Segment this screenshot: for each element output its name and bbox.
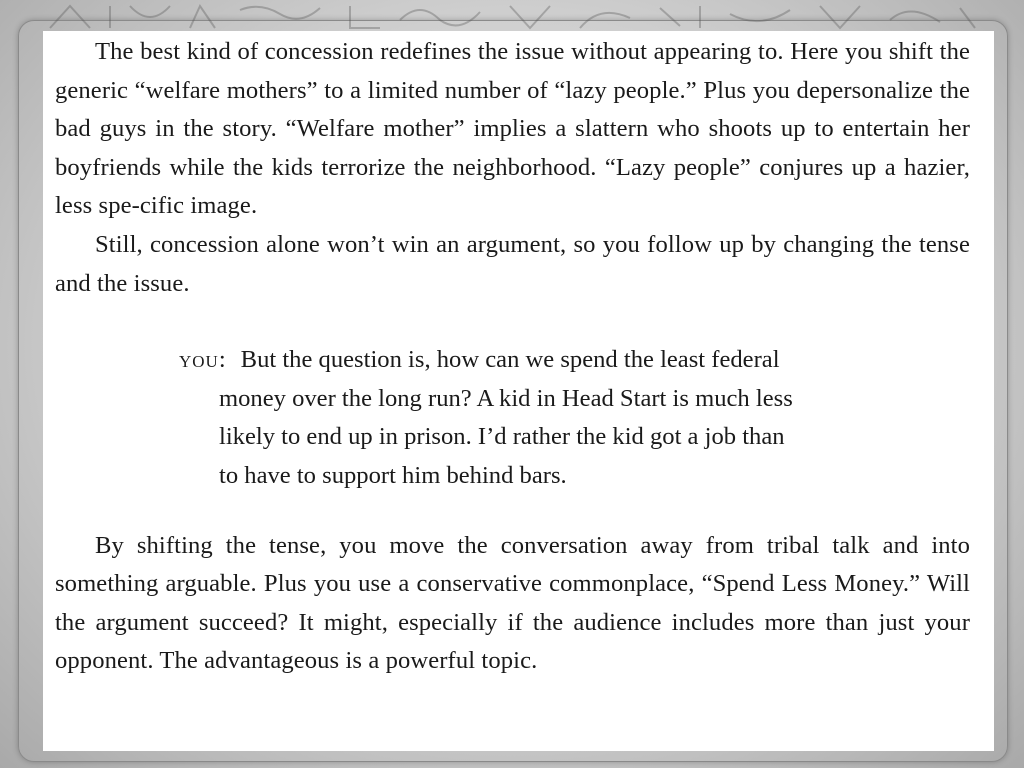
quote-text: But the question is, how can we spend the least federal bbox=[240, 346, 780, 374]
quote-line bbox=[179, 341, 896, 380]
quote-line: money over the long run? A kid in Head Start is much less bbox=[219, 384, 793, 412]
quote-line: to have to support him behind bars. bbox=[219, 461, 567, 489]
paragraph-concession: The best kind of concession redefines the issue without appearing to. Here you shift the generic “welfare mothers” to a limited number of “lazy people.” Plus you depersonalize the bad guys in the story. “Welfare mother” implies a slattern who shoots up to entertain her boyfriends while the kids terrorize the neighborhood. “Lazy people” conjures up a hazier, less spe-cific image. bbox=[55, 38, 970, 220]
paragraph-tense-shift: By shifting the tense, you move the conversation away from tribal talk and into something arguable. Plus you use a conservative commonplace, “Spend Less Money.” Will the argument succeed? It might, especially if the audience includes more than just your opponent. The advantageous is a powerful topic. bbox=[55, 531, 970, 675]
scanned-book-page bbox=[43, 31, 994, 751]
speaker-label: you: bbox=[179, 346, 227, 374]
paragraph-follow-up: Still, concession alone won’t win an argument, so you follow up by changing the tense and the issue. bbox=[55, 230, 970, 297]
dialogue-quote bbox=[55, 341, 970, 495]
quote-line: likely to end up in prison. I’d rather the kid got a job than bbox=[219, 423, 785, 451]
decorative-banner bbox=[40, 0, 984, 34]
